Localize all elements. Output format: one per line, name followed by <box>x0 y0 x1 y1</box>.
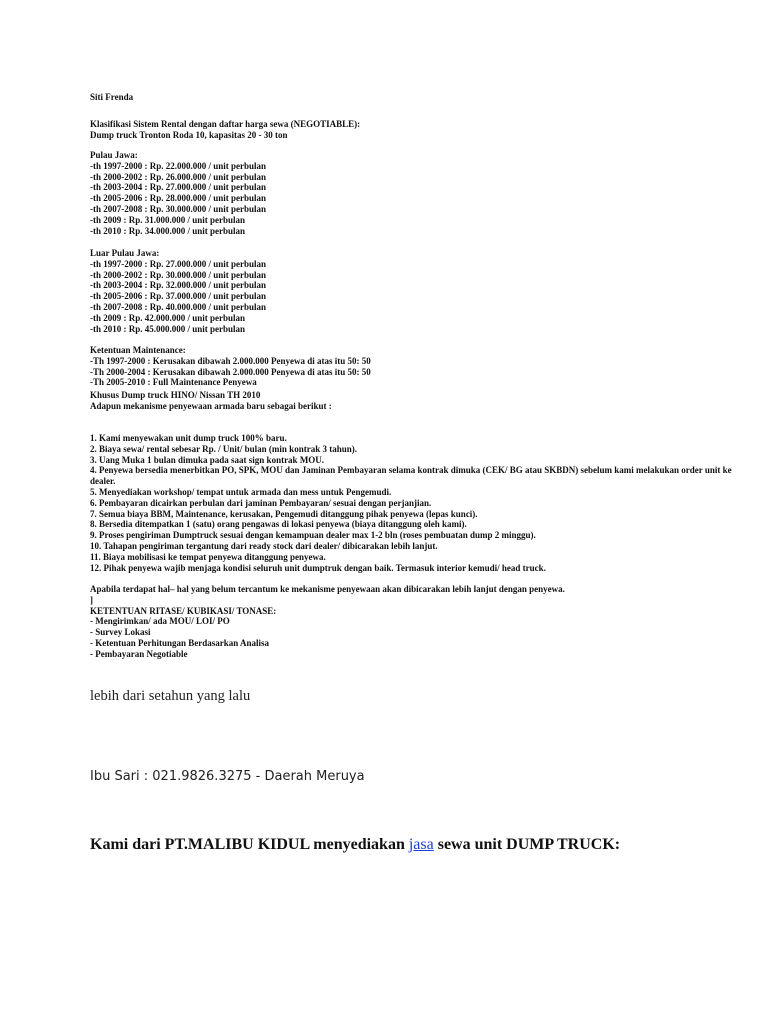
ritase-heading: KETENTUAN RITASE/ KUBIKASI/ TONASE: <box>90 605 277 616</box>
price-item: -th 2007-2008 : Rp. 40.000.000 / unit perbulan <box>90 301 267 312</box>
contact-line: Ibu Sari : 021.9826.3275 - Daerah Meruya <box>90 769 365 784</box>
price-item: -th 2000-2002 : Rp. 30.000.000 / unit perbulan <box>90 269 267 280</box>
price-item: -th 2005-2006 : Rp. 28.000.000 / unit perbulan <box>90 193 267 204</box>
mechanism-item: 9. Proses pengiriman Dumptruck sesuai dengan kemampuan dealer max 1-2 bln (roses pembuatan dump 2 minggu). <box>90 530 536 541</box>
luar-pulau-jawa-price-list <box>90 248 750 334</box>
intro-section <box>90 119 750 141</box>
pulau-jawa-price-list <box>90 150 750 236</box>
maintenance-item: -Th 1997-2000 : Kerusakan dibawah 2.000.000 Penyewa di atas itu 50: 50 <box>90 355 371 366</box>
price-item: -th 2003-2004 : Rp. 27.000.000 / unit perbulan <box>90 182 267 193</box>
price-item: -th 2005-2006 : Rp. 37.000.000 / unit perbulan <box>90 291 267 302</box>
ritase-item: - Mengirimkan/ ada MOU/ LOI/ PO <box>90 616 230 627</box>
hino-section <box>90 390 750 412</box>
price-item: -th 2009 : Rp. 42.000.000 / unit perbulan <box>90 312 246 323</box>
price-item: -th 2003-2004 : Rp. 32.000.000 / unit perbulan <box>90 280 267 291</box>
mechanism-item: 8. Bersedia ditempatkan 1 (satu) orang pengawas di lokasi penyewa (biaya ditanggung oleh kami). <box>90 519 467 530</box>
ritase-item: - Pembayaran Negotiable <box>90 648 188 659</box>
luar-pulau-jawa-heading: Luar Pulau Jawa: <box>90 248 160 258</box>
closing-bracket: ] <box>90 594 93 605</box>
headline-after: sewa unit DUMP TRUCK: <box>433 836 621 853</box>
closing-section <box>90 584 750 660</box>
mechanism-item: 11. Biaya mobilisasi ke tempat penyewa ditanggung penyewa. <box>90 551 326 562</box>
company-headline <box>90 836 750 854</box>
author-name <box>90 92 750 103</box>
hino-heading: Khusus Dump truck HINO/ Nissan TH 2010 <box>90 390 261 400</box>
price-item: -th 2000-2002 : Rp. 26.000.000 / unit perbulan <box>90 171 267 182</box>
mechanism-item: 10. Tahapan pengiriman tergantung dari ready stock dari dealer/ dibicarakan lebih lanjut. <box>90 540 438 551</box>
jasa-link[interactable]: jasa <box>408 836 434 853</box>
mechanism-item: 7. Semua biaya BBM, Maintenance, kerusakan, Pengemudi ditanggung pihak penyewa (lepas kunci). <box>90 508 478 519</box>
mechanism-item: 2. Biaya sewa/ rental sebesar Rp. / Unit/ bulan (min kontrak 3 tahun). <box>90 443 357 454</box>
posted-time: lebih dari setahun yang lalu <box>90 688 251 704</box>
price-item: -th 2009 : Rp. 31.000.000 / unit perbulan <box>90 214 246 225</box>
intro-title: Klasifikasi Sistem Rental dengan daftar harga sewa (NEGOTIABLE): <box>90 119 361 129</box>
mechanism-item: 4. Penyewa bersedia menerbitkan PO, SPK, MOU dan Jaminan Pembayaran selama kontrak dimuka (CEK/ BG atau SKBDN) sebelum kami melakukan order unit ke dealer. <box>90 465 734 487</box>
price-item: -th 1997-2000 : Rp. 22.000.000 / unit perbulan <box>90 160 267 171</box>
price-item: -th 2010 : Rp. 45.000.000 / unit perbulan <box>90 323 246 334</box>
mechanism-item: 6. Pembayaran dicairkan perbulan dari jaminan Pembayaran/ sesuai dengan perjanjian. <box>90 497 432 508</box>
price-item: -th 1997-2000 : Rp. 27.000.000 / unit perbulan <box>90 258 267 269</box>
maintenance-section <box>90 345 750 388</box>
hino-subheading: Adapun mekanisme penyewaan armada baru sebagai berikut : <box>90 400 332 411</box>
intro-subtitle: Dump truck Tronton Roda 10, kapasitas 20 - 30 ton <box>90 129 288 140</box>
mechanism-item: 5. Menyediakan workshop/ tempat untuk armada dan mess untuk Pengemudi. <box>90 486 392 497</box>
author-text: Siti Frenda <box>90 92 134 102</box>
ritase-item: - Ketentuan Perhitungan Berdasarkan Analisa <box>90 637 270 648</box>
maintenance-heading: Ketentuan Maintenance: <box>90 345 186 355</box>
price-item: -th 2007-2008 : Rp. 30.000.000 / unit perbulan <box>90 203 267 214</box>
price-item: -th 2010 : Rp. 34.000.000 / unit perbulan <box>90 225 246 236</box>
mechanism-list <box>90 433 750 573</box>
closing-note: Apabila terdapat hal– hal yang belum tercantum ke mekanisme penyewaan akan dibicarakan lebih lanjut dengan penyewa. <box>90 584 565 594</box>
ritase-item: - Survey Lokasi <box>90 627 151 638</box>
maintenance-item: -Th 2000-2004 : Kerusakan dibawah 2.000.000 Penyewa di atas itu 50: 50 <box>90 366 371 377</box>
mechanism-item: 1. Kami menyewakan unit dump truck 100% baru. <box>90 433 287 443</box>
maintenance-item: -Th 2005-2010 : Full Maintenance Penyewa <box>90 377 257 388</box>
headline-before: Kami dari PT.MALIBU KIDUL menyediakan <box>90 836 409 853</box>
pulau-jawa-heading: Pulau Jawa: <box>90 150 138 160</box>
mechanism-item: 12. Pihak penyewa wajib menjaga kondisi seluruh unit dumptruk dengan baik. Termasuk interior kemudi/ head truck. <box>90 562 546 573</box>
mechanism-item: 3. Uang Muka 1 bulan dimuka pada saat sign kontrak MOU. <box>90 454 325 465</box>
